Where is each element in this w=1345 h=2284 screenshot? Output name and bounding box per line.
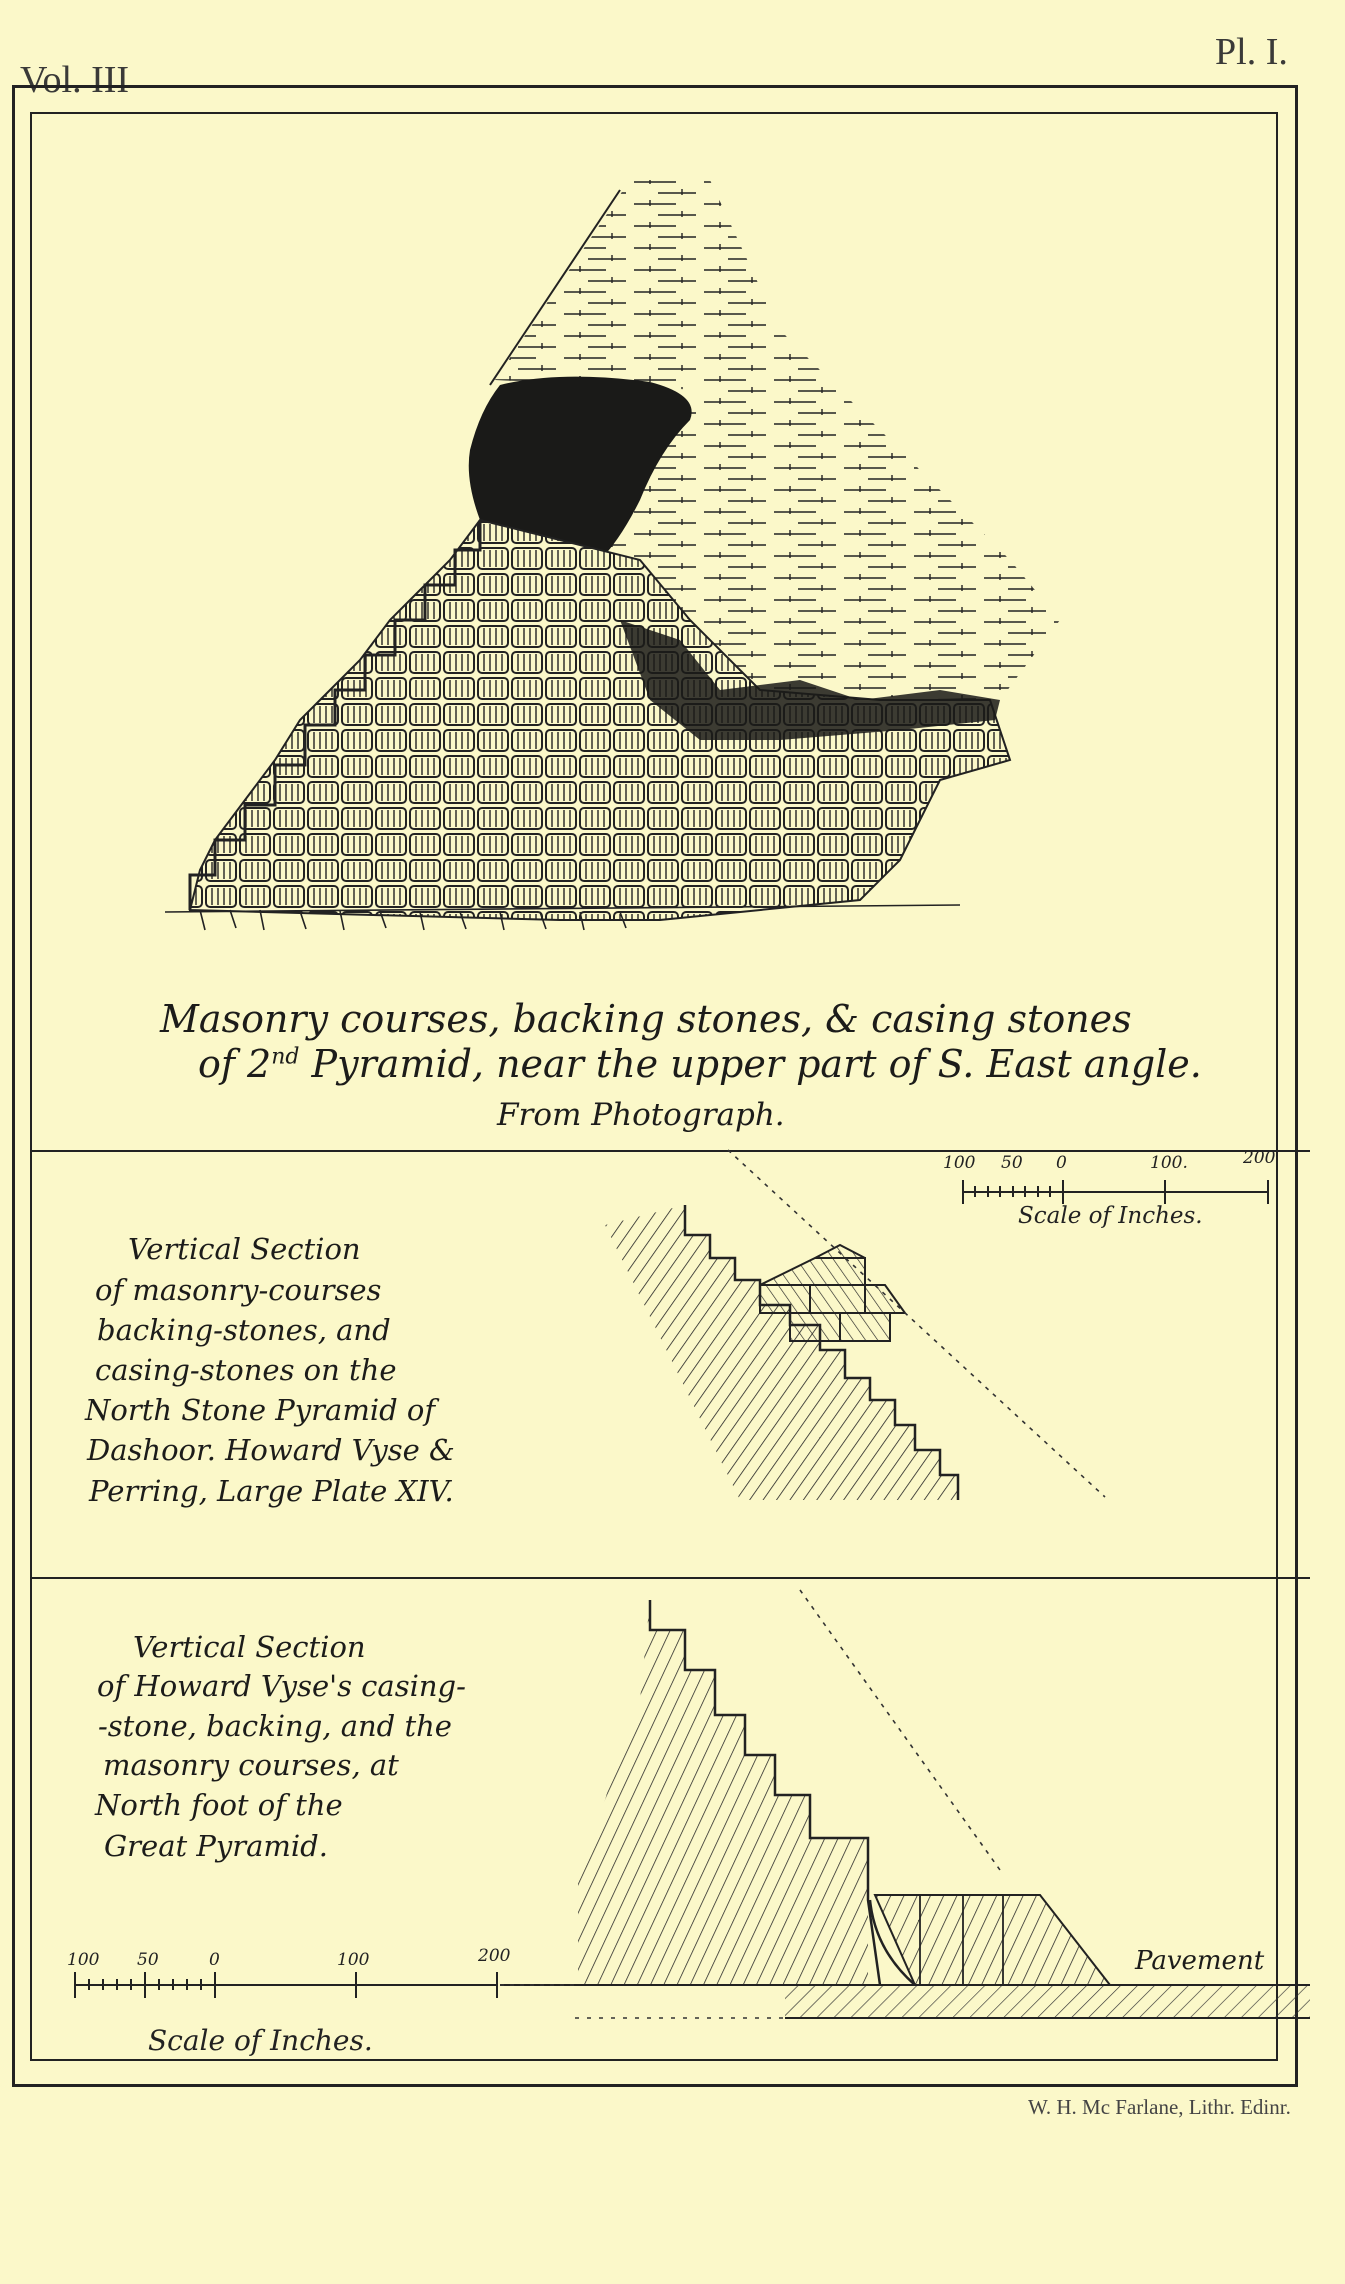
figure-1-caption-line-2b: Pyramid, near the upper part of S. East angle. [299,1042,1202,1086]
figure-2-caption-line-3: backing-stones, and [97,1313,391,1347]
figure-3-caption-line-6: Great Pyramid. [104,1829,328,1863]
figure-2-caption-line-5: North Stone Pyramid of [85,1393,436,1427]
figure-2-caption-line-4: casing-stones on the [95,1353,397,1387]
great-pyramid-masonry-hatch [578,1600,868,1985]
figure-2-caption-line-6: Dashoor. Howard Vyse & [87,1433,455,1467]
figure-1-caption-superscript: nd [271,1044,300,1070]
great-pyramid-scale-tick-0: 0 [209,1950,220,1970]
figure-1-caption-line-1: Masonry courses, backing stones, & casing stones [160,997,1132,1041]
dashoor-masonry-hatch [605,1205,958,1500]
figure-2-caption-line-2: of masonry-courses [95,1273,382,1307]
dashoor-scale-tick-200: 200 [1243,1148,1276,1168]
figure-1-source: From Photograph. [497,1097,785,1133]
dashoor-scale-tick-100-left: 100 [943,1153,976,1173]
dashoor-scale-tick-0: 0 [1056,1153,1067,1173]
figure-1-caption-line-2 [198,1042,1202,1086]
figure-3-caption-line-3: -stone, backing, and the [98,1709,452,1743]
great-pyramid-scale-tick-100-left: 100 [67,1950,100,1970]
pavement-label: Pavement [1135,1946,1265,1976]
casing-stone [875,1895,1110,1985]
pavement-strip [785,1985,1310,2018]
figure-2-caption-line-7: Perring, Large Plate XIV. [89,1474,454,1508]
figure-1-caption-line-2a: of 2 [198,1042,272,1086]
pyramid-masonry-drawing [165,180,1060,930]
dashoor-scale-tick-50: 50 [1001,1153,1023,1173]
volume-label: Vol. III [20,59,130,101]
dashoor-scale-tick-100-right: 100. [1150,1153,1188,1173]
great-pyramid-scale-bar [75,1972,497,1998]
printer-credit: W. H. Mc Farlane, Lithr. Edinr. [1028,2095,1291,2119]
great-pyramid-scale-tick-50: 50 [137,1950,159,1970]
figure-2-caption-line-1: Vertical Section [128,1232,361,1266]
figure-3-caption-line-1: Vertical Section [133,1630,366,1664]
dashoor-scale-bar [963,1180,1268,1204]
figure-3-caption-line-2: of Howard Vyse's casing- [97,1669,466,1703]
plate-label: Pl. I. [1215,31,1288,73]
great-pyramid-scale-tick-100-right: 100 [337,1950,370,1970]
great-pyramid-face-line [800,1590,1000,1870]
dashoor-scale-label: Scale of Inches. [1018,1203,1203,1229]
great-pyramid-scale-tick-200: 200 [478,1946,511,1966]
figure-3-caption-line-4: masonry courses, at [103,1748,399,1782]
figure-3-caption-line-5: North foot of the [95,1788,343,1822]
great-pyramid-scale-label: Scale of Inches. [148,2024,373,2057]
